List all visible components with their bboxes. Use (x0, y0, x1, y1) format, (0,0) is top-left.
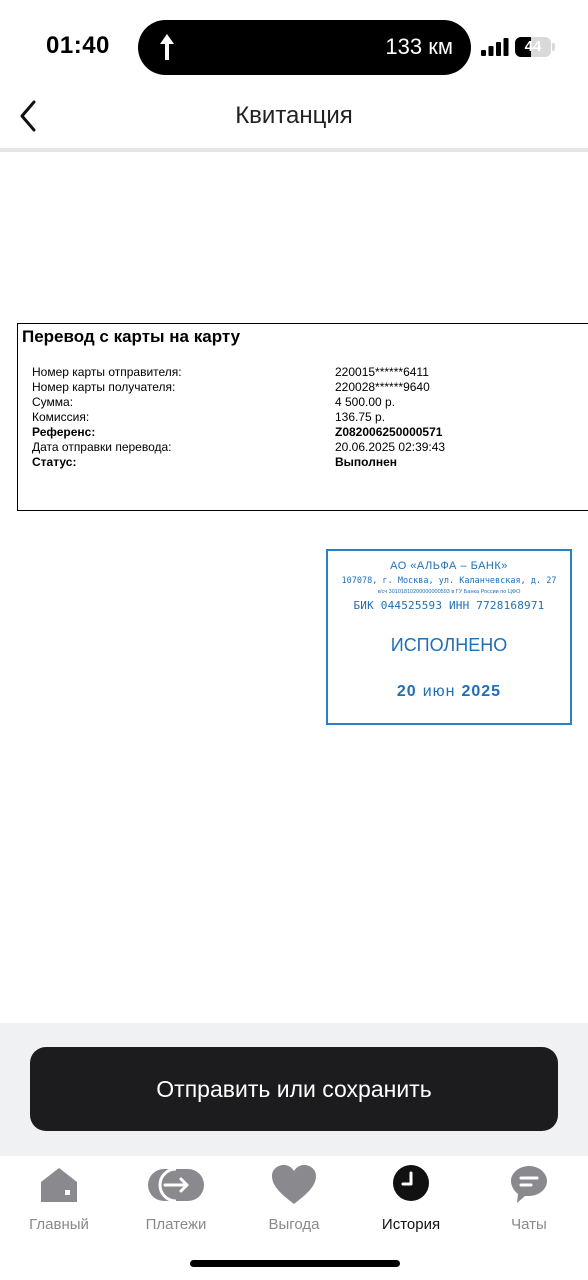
dynamic-island[interactable] (138, 20, 471, 75)
page-title: Квитанция (235, 102, 353, 129)
home-indicator (190, 1260, 400, 1267)
receipt-row-label: Комиссия: (32, 410, 90, 424)
bank-stamp (326, 549, 572, 725)
chat-icon (509, 1164, 549, 1206)
status-bar (0, 0, 588, 90)
home-icon (38, 1164, 80, 1206)
receipt-row (32, 395, 588, 410)
stamp-date (328, 683, 570, 701)
stamp-address: 107078, г. Москва, ул. Каланчевская, д. 27 (341, 576, 557, 586)
tab-payments[interactable] (121, 1164, 231, 1236)
tab-home-label: Главный (29, 1216, 89, 1233)
receipt-row-value: 220028******9640 (335, 380, 430, 394)
receipt-row-label: Референс: (32, 425, 96, 439)
receipt-row (32, 365, 588, 380)
battery-tip (552, 43, 555, 51)
receipt-row-label: Номер карты получателя: (32, 380, 176, 394)
clock-icon (392, 1164, 430, 1202)
receipt-row-value: Выполнен (335, 455, 397, 469)
tab-benefits-label: Выгода (268, 1216, 320, 1233)
stamp-status: ИСПОЛНЕНО (390, 635, 508, 655)
battery-icon (515, 37, 551, 57)
tab-history-label: История (381, 1216, 441, 1233)
receipt-row (32, 410, 588, 425)
action-area (0, 1023, 588, 1156)
receipt-row-value: Z082006250000571 (335, 425, 443, 439)
header-divider (0, 148, 588, 152)
navigation-distance: 133 км (385, 34, 453, 59)
stamp-bik-inn: БИК 044525593 ИНН 7728168971 (353, 599, 545, 612)
receipt-row-label: Дата отправки перевода: (32, 440, 172, 454)
tab-chats-label: Чаты (511, 1216, 547, 1233)
send-or-save-button[interactable]: Отправить или сохранить (30, 1047, 558, 1131)
stamp-account: к/сч 30101810200000000593 в ГУ Банка России по ЦФО (377, 589, 521, 595)
receipt-row-value: 220015******6411 (335, 365, 429, 379)
receipt-row-value: 136.75 р. (335, 410, 386, 424)
receipt-row-value: 20.06.2025 02:39:43 (335, 440, 446, 454)
stamp-date-day: 20 (396, 683, 417, 700)
heart-icon (271, 1164, 317, 1206)
receipt-row-value: 4 500.00 р. (335, 395, 396, 409)
receipt-row-label: Статус: (32, 455, 77, 469)
stamp-date-month: июн (422, 683, 456, 700)
receipt-row (32, 380, 588, 395)
battery-level: 44 (524, 38, 542, 55)
receipt-rows (32, 365, 588, 470)
status-time: 01:40 (46, 32, 110, 59)
receipt-row (32, 425, 588, 440)
receipt-row-label: Сумма: (32, 395, 74, 409)
receipt-title: Перевод с карты на карту (22, 327, 241, 346)
stamp-bank-name: АО «АЛЬФА – БАНК» (390, 560, 508, 572)
stamp-date-year: 2025 (461, 683, 502, 700)
tab-chats[interactable] (474, 1164, 584, 1236)
navigation-arrow-icon (156, 32, 178, 62)
receipt-row (32, 440, 588, 455)
receipt-row (32, 455, 588, 470)
tab-history[interactable] (356, 1164, 466, 1236)
tab-payments-label: Платежи (145, 1216, 207, 1233)
signal-icon (481, 38, 509, 56)
receipt (17, 323, 588, 511)
tab-home[interactable] (4, 1164, 114, 1236)
header (0, 90, 588, 150)
transfer-icon (147, 1164, 205, 1206)
receipt-row-label: Номер карты отправителя: (32, 365, 182, 379)
tab-benefits[interactable] (239, 1164, 349, 1236)
